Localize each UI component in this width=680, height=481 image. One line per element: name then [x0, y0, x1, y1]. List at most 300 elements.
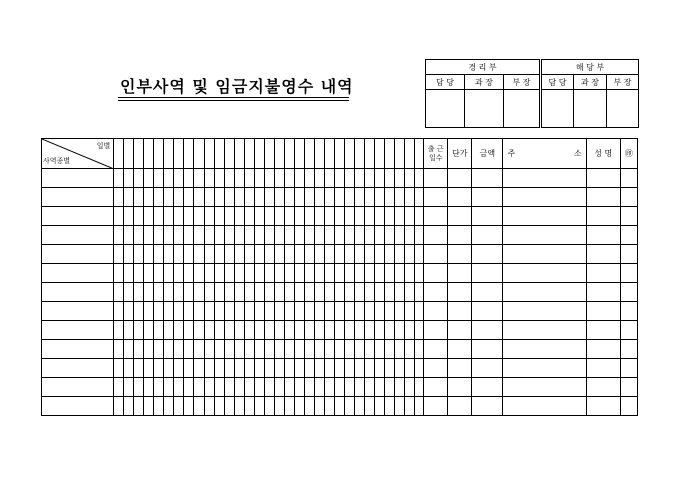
table-cell	[264, 397, 274, 416]
table-cell	[586, 359, 620, 378]
table-cell	[424, 169, 448, 188]
table-cell	[344, 340, 354, 359]
table-cell	[174, 397, 184, 416]
table-cell	[314, 226, 324, 245]
table-cell	[415, 245, 424, 264]
table-cell	[365, 302, 375, 321]
signature-cell	[465, 90, 504, 128]
table-cell	[385, 207, 395, 226]
table-cell	[304, 207, 314, 226]
table-cell	[274, 302, 284, 321]
table-cell	[405, 283, 415, 302]
table-cell	[234, 283, 244, 302]
table-cell	[204, 378, 214, 397]
table-cell	[472, 207, 503, 226]
table-cell	[294, 359, 304, 378]
table-cell	[620, 359, 637, 378]
table-cell	[375, 226, 385, 245]
table-cell	[194, 340, 204, 359]
table-cell	[472, 169, 503, 188]
table-cell	[324, 359, 334, 378]
table-cell	[424, 283, 448, 302]
table-cell	[164, 321, 174, 340]
day-column-header	[134, 139, 144, 169]
table-cell	[274, 378, 284, 397]
table-cell	[334, 283, 344, 302]
table-cell	[164, 169, 174, 188]
table-cell	[284, 359, 294, 378]
table-cell	[415, 207, 424, 226]
table-cell	[154, 378, 164, 397]
table-cell	[124, 302, 134, 321]
table-cell	[385, 359, 395, 378]
table-cell	[124, 378, 134, 397]
table-cell	[395, 340, 405, 359]
table-cell	[503, 264, 586, 283]
table-cell	[586, 188, 620, 207]
day-column-header	[294, 139, 304, 169]
table-cell	[405, 378, 415, 397]
table-cell	[304, 169, 314, 188]
work-type-cell	[42, 321, 114, 340]
table-cell	[354, 302, 364, 321]
table-cell	[375, 245, 385, 264]
table-cell	[214, 169, 224, 188]
table-cell	[114, 378, 124, 397]
table-cell	[415, 340, 424, 359]
table-cell	[344, 207, 354, 226]
table-cell	[385, 226, 395, 245]
table-cell	[274, 226, 284, 245]
table-cell	[405, 340, 415, 359]
table-cell	[304, 321, 314, 340]
table-cell	[224, 302, 234, 321]
table-cell	[294, 264, 304, 283]
day-column-header	[375, 139, 385, 169]
table-cell	[385, 245, 395, 264]
work-type-cell	[42, 397, 114, 416]
day-column-header	[224, 139, 234, 169]
table-cell	[314, 207, 324, 226]
table-cell	[184, 264, 194, 283]
table-cell	[324, 283, 334, 302]
table-cell	[354, 321, 364, 340]
table-cell	[395, 302, 405, 321]
approval-role: 과 장	[465, 75, 504, 90]
table-cell	[174, 283, 184, 302]
day-column-header	[344, 139, 354, 169]
table-cell	[424, 302, 448, 321]
table-cell	[134, 340, 144, 359]
table-cell	[314, 264, 324, 283]
table-cell	[244, 226, 254, 245]
table-cell	[334, 340, 344, 359]
table-cell	[503, 226, 586, 245]
table-cell	[144, 226, 154, 245]
table-cell	[174, 207, 184, 226]
table-cell	[385, 340, 395, 359]
table-cell	[424, 321, 448, 340]
table-cell	[415, 359, 424, 378]
table-cell	[294, 169, 304, 188]
table-cell	[284, 397, 294, 416]
table-cell	[314, 397, 324, 416]
table-cell	[154, 264, 164, 283]
table-cell	[144, 264, 154, 283]
table-cell	[124, 207, 134, 226]
table-cell	[385, 169, 395, 188]
table-cell	[144, 359, 154, 378]
table-cell	[314, 188, 324, 207]
table-cell	[334, 359, 344, 378]
table-cell	[620, 188, 637, 207]
table-cell	[224, 359, 234, 378]
table-cell	[324, 169, 334, 188]
signature-cell	[607, 90, 639, 128]
table-cell	[144, 340, 154, 359]
work-type-cell	[42, 359, 114, 378]
table-cell	[194, 245, 204, 264]
table-cell	[204, 264, 214, 283]
table-cell	[214, 245, 224, 264]
table-cell	[415, 378, 424, 397]
table-cell	[264, 321, 274, 340]
table-cell	[244, 283, 254, 302]
table-cell	[134, 207, 144, 226]
table-cell	[254, 264, 264, 283]
table-cell	[405, 302, 415, 321]
day-column-header	[264, 139, 274, 169]
table-cell	[254, 397, 264, 416]
table-cell	[503, 378, 586, 397]
table-cell	[184, 302, 194, 321]
table-cell	[294, 378, 304, 397]
table-cell	[472, 188, 503, 207]
table-cell	[264, 207, 274, 226]
day-column-header	[244, 139, 254, 169]
table-cell	[124, 188, 134, 207]
table-cell	[224, 340, 234, 359]
table-cell	[395, 397, 405, 416]
table-cell	[375, 378, 385, 397]
table-cell	[294, 207, 304, 226]
table-cell	[365, 169, 375, 188]
table-row	[42, 283, 638, 302]
table-cell	[194, 397, 204, 416]
table-cell	[448, 169, 472, 188]
table-cell	[472, 321, 503, 340]
table-cell	[194, 302, 204, 321]
title-underline	[118, 97, 349, 98]
work-type-cell	[42, 302, 114, 321]
table-cell	[244, 378, 254, 397]
signature-cell	[541, 90, 574, 128]
table-cell	[244, 321, 254, 340]
table-cell	[254, 245, 264, 264]
table-cell	[294, 188, 304, 207]
table-cell	[154, 340, 164, 359]
table-cell	[224, 188, 234, 207]
day-column-header	[284, 139, 294, 169]
table-cell	[385, 188, 395, 207]
table-cell	[114, 397, 124, 416]
table-cell	[448, 321, 472, 340]
table-cell	[204, 321, 214, 340]
table-cell	[224, 245, 234, 264]
table-cell	[274, 397, 284, 416]
table-cell	[586, 321, 620, 340]
table-cell	[204, 169, 214, 188]
table-cell	[194, 283, 204, 302]
table-cell	[214, 207, 224, 226]
table-cell	[314, 302, 324, 321]
table-cell	[354, 283, 364, 302]
table-cell	[264, 245, 274, 264]
work-type-cell	[42, 245, 114, 264]
table-cell	[284, 340, 294, 359]
table-cell	[234, 245, 244, 264]
table-cell	[334, 226, 344, 245]
table-cell	[204, 207, 214, 226]
table-cell	[174, 378, 184, 397]
table-cell	[324, 226, 334, 245]
table-cell	[184, 226, 194, 245]
table-cell	[204, 302, 214, 321]
table-cell	[405, 321, 415, 340]
table-row	[42, 169, 638, 188]
table-cell	[375, 321, 385, 340]
table-cell	[586, 169, 620, 188]
table-cell	[134, 264, 144, 283]
table-cell	[415, 226, 424, 245]
approval-role: 담 당	[426, 75, 465, 90]
table-cell	[214, 359, 224, 378]
table-cell	[134, 245, 144, 264]
table-cell	[304, 302, 314, 321]
table-cell	[472, 397, 503, 416]
table-cell	[234, 207, 244, 226]
table-cell	[314, 359, 324, 378]
table-cell	[448, 245, 472, 264]
table-cell	[164, 188, 174, 207]
table-cell	[620, 397, 637, 416]
table-cell	[154, 169, 164, 188]
table-cell	[214, 283, 224, 302]
work-type-cell	[42, 283, 114, 302]
table-cell	[448, 226, 472, 245]
table-cell	[586, 378, 620, 397]
work-type-cell	[42, 207, 114, 226]
table-cell	[174, 188, 184, 207]
signature-cell	[426, 90, 465, 128]
table-cell	[154, 359, 164, 378]
table-cell	[395, 321, 405, 340]
table-cell	[304, 283, 314, 302]
table-cell	[164, 245, 174, 264]
table-cell	[344, 283, 354, 302]
table-cell	[344, 302, 354, 321]
table-cell	[264, 264, 274, 283]
table-cell	[424, 264, 448, 283]
table-cell	[154, 283, 164, 302]
day-column-header	[124, 139, 134, 169]
table-cell	[314, 283, 324, 302]
table-cell	[124, 359, 134, 378]
table-cell	[114, 245, 124, 264]
table-cell	[395, 207, 405, 226]
table-cell	[405, 245, 415, 264]
table-cell	[114, 188, 124, 207]
table-cell	[214, 302, 224, 321]
table-cell	[244, 397, 254, 416]
table-row	[42, 188, 638, 207]
table-cell	[375, 169, 385, 188]
table-cell	[254, 188, 264, 207]
table-cell	[124, 226, 134, 245]
table-cell	[334, 302, 344, 321]
day-column-header	[314, 139, 324, 169]
table-cell	[174, 340, 184, 359]
table-cell	[472, 302, 503, 321]
address-header	[503, 139, 586, 169]
table-cell	[234, 321, 244, 340]
day-column-header	[184, 139, 194, 169]
table-cell	[424, 226, 448, 245]
signature-cell	[574, 90, 607, 128]
table-cell	[114, 302, 124, 321]
day-column-header	[174, 139, 184, 169]
table-cell	[234, 226, 244, 245]
table-cell	[184, 188, 194, 207]
table-cell	[304, 359, 314, 378]
table-cell	[375, 264, 385, 283]
table-cell	[124, 340, 134, 359]
table-cell	[174, 245, 184, 264]
table-cell	[164, 359, 174, 378]
table-cell	[114, 169, 124, 188]
table-cell	[472, 226, 503, 245]
table-cell	[324, 302, 334, 321]
table-cell	[234, 264, 244, 283]
table-cell	[254, 340, 264, 359]
table-cell	[415, 169, 424, 188]
table-cell	[415, 302, 424, 321]
table-cell	[354, 188, 364, 207]
table-cell	[334, 207, 344, 226]
table-cell	[234, 359, 244, 378]
table-cell	[503, 359, 586, 378]
table-cell	[134, 283, 144, 302]
table-cell	[385, 378, 395, 397]
unit-price-header: 단가	[448, 139, 472, 169]
table-cell	[385, 397, 395, 416]
table-row	[42, 245, 638, 264]
table-cell	[144, 169, 154, 188]
table-cell	[365, 359, 375, 378]
table-cell	[284, 302, 294, 321]
table-cell	[154, 302, 164, 321]
table-cell	[586, 207, 620, 226]
table-cell	[254, 302, 264, 321]
work-record-table	[41, 138, 638, 416]
table-cell	[586, 302, 620, 321]
approval-group-accounting: 경 리 부	[426, 60, 541, 75]
table-cell	[405, 169, 415, 188]
table-cell	[586, 226, 620, 245]
table-cell	[503, 397, 586, 416]
table-cell	[184, 207, 194, 226]
table-cell	[144, 302, 154, 321]
table-cell	[324, 397, 334, 416]
table-cell	[620, 264, 637, 283]
table-cell	[354, 226, 364, 245]
seal-header: ㊞	[620, 139, 637, 169]
table-cell	[395, 169, 405, 188]
table-cell	[214, 264, 224, 283]
table-cell	[124, 283, 134, 302]
table-cell	[424, 397, 448, 416]
table-cell	[314, 321, 324, 340]
amount-header: 금액	[472, 139, 503, 169]
table-cell	[134, 169, 144, 188]
day-column-header	[405, 139, 415, 169]
table-cell	[334, 378, 344, 397]
table-cell	[365, 188, 375, 207]
table-cell	[214, 378, 224, 397]
table-cell	[324, 378, 334, 397]
table-cell	[204, 226, 214, 245]
table-cell	[244, 359, 254, 378]
table-cell	[124, 169, 134, 188]
table-cell	[314, 245, 324, 264]
table-cell	[344, 321, 354, 340]
document-title: 인부사역 및 임금지불영수 내역	[120, 77, 354, 96]
table-cell	[174, 264, 184, 283]
approval-group-department: 해 당 부	[541, 60, 639, 75]
table-cell	[324, 264, 334, 283]
table-cell	[154, 245, 164, 264]
table-cell	[375, 397, 385, 416]
table-cell	[314, 378, 324, 397]
table-cell	[224, 207, 234, 226]
table-cell	[224, 264, 234, 283]
day-column-header	[365, 139, 375, 169]
table-cell	[154, 321, 164, 340]
table-cell	[503, 169, 586, 188]
address-header-right: 소	[573, 149, 582, 158]
table-cell	[194, 359, 204, 378]
work-type-cell	[42, 264, 114, 283]
signature-cell	[504, 90, 541, 128]
table-cell	[284, 226, 294, 245]
table-cell	[334, 397, 344, 416]
table-cell	[415, 283, 424, 302]
table-cell	[204, 359, 214, 378]
diagonal-header-cell	[42, 139, 114, 169]
table-cell	[405, 226, 415, 245]
table-cell	[254, 378, 264, 397]
table-row	[42, 340, 638, 359]
table-cell	[448, 397, 472, 416]
table-cell	[304, 378, 314, 397]
table-cell	[304, 340, 314, 359]
table-cell	[448, 188, 472, 207]
table-cell	[284, 169, 294, 188]
table-cell	[354, 169, 364, 188]
table-cell	[224, 378, 234, 397]
table-cell	[472, 378, 503, 397]
table-cell	[134, 378, 144, 397]
